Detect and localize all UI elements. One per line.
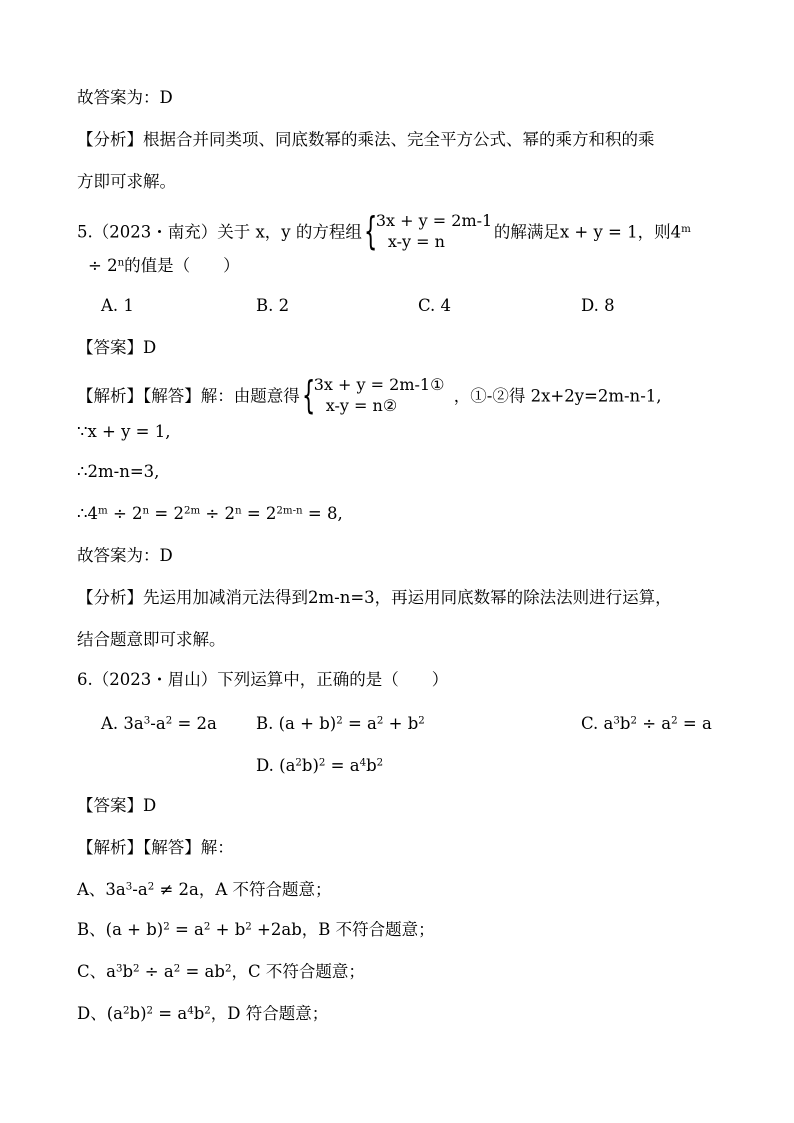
exponent: 2 xyxy=(173,963,181,975)
exponent: 2 xyxy=(671,715,678,727)
expr: b xyxy=(366,756,377,775)
exponent: 2 xyxy=(376,715,384,727)
solution-5-line-1 xyxy=(77,373,662,417)
exponent: 4 xyxy=(359,757,367,769)
exponent: 2 xyxy=(146,1005,154,1017)
expr: -a xyxy=(132,880,148,899)
system-row-1: 3x + y = 2m-1 xyxy=(375,211,493,230)
expr: C. a xyxy=(581,714,614,733)
expr: = a xyxy=(153,1004,188,1023)
answer-6: 【答案】D xyxy=(77,796,157,815)
q6-option-b xyxy=(256,712,425,736)
expr: ÷ a xyxy=(636,714,672,733)
expr: D. (a xyxy=(256,756,296,775)
exponent: n xyxy=(117,257,125,269)
expr: ÷ 2 xyxy=(107,504,143,523)
question-5-suffix: 的解满足x + y = 1，则4 xyxy=(493,222,682,242)
expr: ÷ a xyxy=(139,962,174,981)
solution-6-d xyxy=(77,1002,328,1026)
expr: ∴4 xyxy=(77,504,98,523)
exponent: 2 xyxy=(165,715,173,727)
expr: D、(a xyxy=(77,1004,124,1023)
exponent: n xyxy=(234,505,242,517)
solution-5-because: ∵x + y = 1, xyxy=(77,422,171,441)
q5-option-a: A. 1 xyxy=(101,296,134,315)
solution-6-a xyxy=(77,878,332,902)
exponent: 2 xyxy=(147,881,155,893)
solution-prefix: 【解析】【解答】解：由题意得 xyxy=(77,386,300,406)
analysis-line-2: 方即可求解。 xyxy=(77,172,176,191)
expr: +2ab，B 不符合题意； xyxy=(251,920,435,939)
exponent: 4 xyxy=(187,1005,194,1017)
question-5-end: 的值是（ ） xyxy=(124,256,240,275)
expr: + b xyxy=(210,920,246,939)
expr: ≠ 2a，A 不符合题意； xyxy=(154,880,332,899)
exponent: 2 xyxy=(133,963,140,975)
solution-6-c xyxy=(77,960,365,984)
expr: B. (a + b) xyxy=(256,714,337,733)
q6-option-d xyxy=(256,754,383,778)
exponent: 3 xyxy=(613,715,620,727)
exponent: 2 xyxy=(163,921,170,933)
solution-suffix: ，①-②得 2x+2y=2m-n-1, xyxy=(453,386,662,406)
exponent: 3 xyxy=(115,963,123,975)
exponent: 2 xyxy=(204,1005,211,1017)
exponent: 2 xyxy=(318,757,326,769)
expr: ，D 符合题意； xyxy=(210,1004,329,1023)
question-5-stem xyxy=(77,209,691,253)
exponent: 2 xyxy=(336,715,343,727)
expr: = a xyxy=(677,714,712,733)
exponent: 2m xyxy=(183,505,201,517)
exponent: 2 xyxy=(376,757,384,769)
q6-option-c xyxy=(581,712,712,736)
solution-6-b xyxy=(77,918,435,942)
exponent: 2 xyxy=(245,921,252,933)
exponent: 2 xyxy=(418,715,425,727)
expr: b xyxy=(122,962,134,981)
expr: = 2a xyxy=(172,714,217,733)
equation-system xyxy=(363,209,493,253)
expr: C、a xyxy=(77,962,116,981)
expr: -a xyxy=(150,714,166,733)
expr: = a xyxy=(169,920,204,939)
exponent: m xyxy=(681,223,691,235)
q6-option-a xyxy=(101,712,217,736)
solution-5-therefore: ∴2m-n=3, xyxy=(77,462,160,481)
expr: A、3a xyxy=(77,880,126,899)
brace-icon: { xyxy=(301,373,316,417)
exponent: 2 xyxy=(203,921,211,933)
expr: b) xyxy=(301,756,319,775)
conclusion-line: 故答案为：D xyxy=(77,88,173,107)
exponent: 2 xyxy=(630,715,637,727)
conclusion-5: 故答案为：D xyxy=(77,546,173,565)
exponent: 3 xyxy=(125,881,133,893)
exponent: 2 xyxy=(295,757,302,769)
expr: + b xyxy=(383,714,419,733)
brace-icon: { xyxy=(363,209,378,253)
analysis-line-1: 【分析】根据合并同类项、同底数幂的乘法、完全平方公式、幂的乘方和积的乘 xyxy=(77,130,655,149)
expr: = 2 xyxy=(241,504,277,523)
exponent: 2 xyxy=(224,963,232,975)
exponent: n xyxy=(142,505,150,517)
solution-6-header: 【解析】【解答】解： xyxy=(77,838,234,857)
expr: B、(a + b) xyxy=(77,920,164,939)
q5-option-d: D. 8 xyxy=(581,296,615,315)
expr: = ab xyxy=(180,962,225,981)
expr: ，C 不符合题意； xyxy=(231,962,365,981)
system-row-1: 3x + y = 2m-1① xyxy=(313,375,445,394)
analysis-5-line-1: 【分析】先运用加减消元法得到2m-n=3，再运用同底数幂的除法法则进行运算， xyxy=(77,588,672,607)
question-6-stem: 6.（2023・眉山）下列运算中，正确的是（ ） xyxy=(77,670,449,689)
answer-5: 【答案】D xyxy=(77,338,157,357)
question-5-stem-line-2 xyxy=(88,254,240,278)
exponent: 3 xyxy=(143,715,151,727)
expr: b xyxy=(619,714,631,733)
q5-option-b: B. 2 xyxy=(256,296,290,315)
system-row-2: x-y = n xyxy=(387,232,445,251)
expr: b) xyxy=(129,1004,147,1023)
expr: = 8, xyxy=(302,504,343,523)
expr: b xyxy=(193,1004,205,1023)
exponent: m xyxy=(98,505,108,517)
exponent: 2m-n xyxy=(276,505,303,517)
q5-option-c: C. 4 xyxy=(418,296,452,315)
expr: = 2 xyxy=(149,504,184,523)
expr: ÷ 2 xyxy=(200,504,235,523)
solution-5-power xyxy=(77,502,343,526)
question-5-prefix: 5.（2023・南充）关于 x，y 的方程组 xyxy=(77,222,362,242)
system-row-2: x-y = n② xyxy=(325,396,398,415)
analysis-5-line-2: 结合题意即可求解。 xyxy=(77,630,226,649)
exponent: 2 xyxy=(123,1005,130,1017)
expr: = a xyxy=(342,714,377,733)
expr: = a xyxy=(325,756,360,775)
divide-text: ÷ 2 xyxy=(88,256,118,275)
equation-system xyxy=(301,373,452,417)
expr: A. 3a xyxy=(101,714,144,733)
